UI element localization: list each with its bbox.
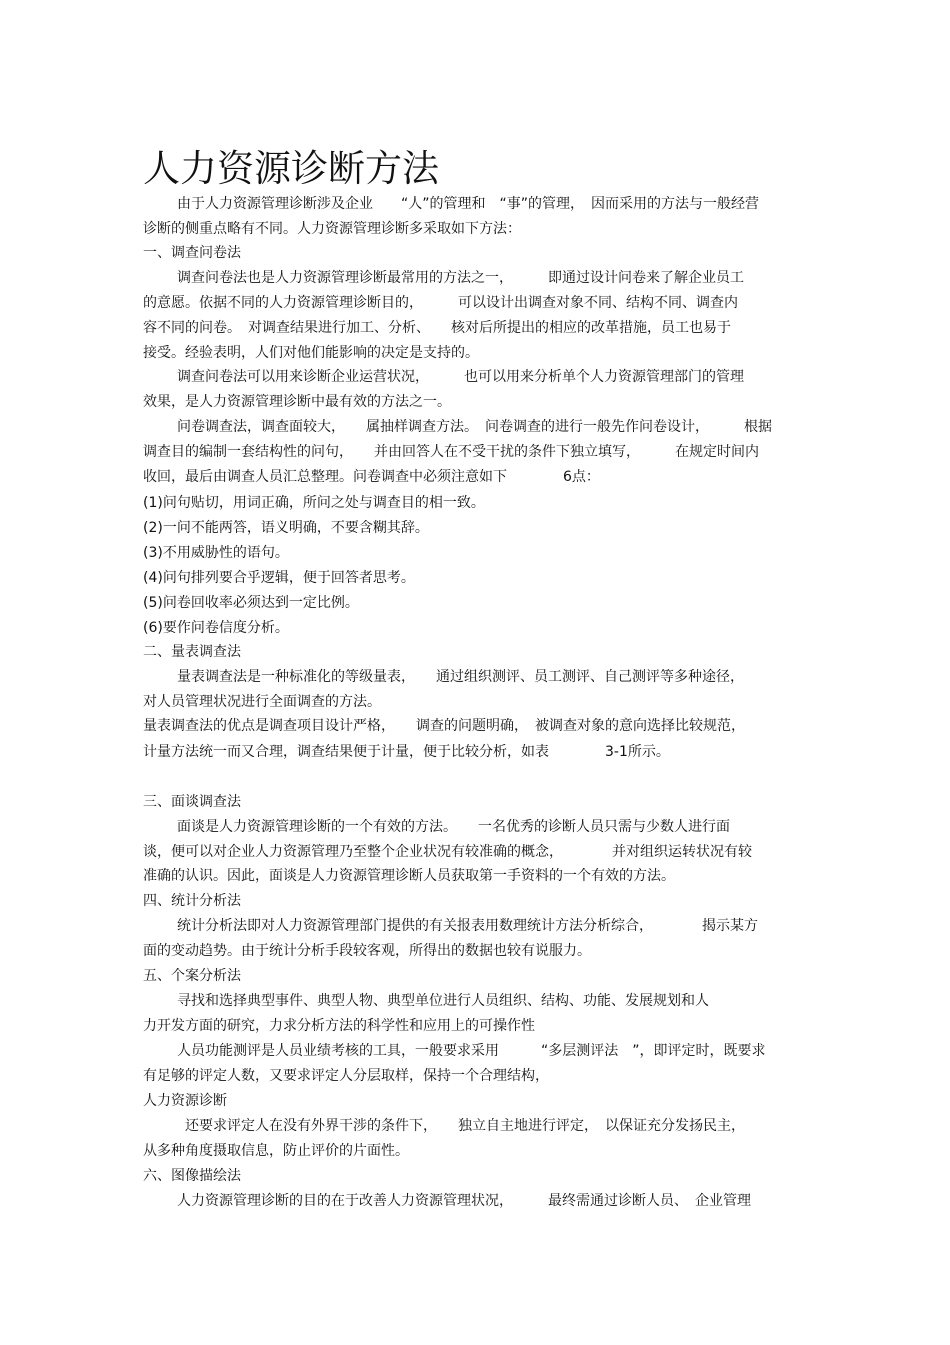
paragraph-line: 准确的认识。因此，面谈是人力资源管理诊断人员获取第一手资料的一个有效的方法。 xyxy=(143,868,675,884)
paragraph-line: 调查问卷法可以用来诊断企业运营状况， 也可以用来分析单个人力资源管理部门的管理 xyxy=(177,369,744,385)
paragraph-line: 面谈是人力资源管理诊断的一个有效的方法。 一名优秀的诊断人员只需与少数人进行面 xyxy=(177,819,730,835)
section-heading: 五、个案分析法 xyxy=(143,968,241,984)
section-heading: 四、统计分析法 xyxy=(143,893,241,909)
document-title: 人力资源诊断方法 xyxy=(143,147,439,190)
list-item: (6)要作问卷信度分析。 xyxy=(143,620,289,636)
paragraph-line: 由于人力资源管理诊断涉及企业 “人”的管理和 “事”的管理， 因而采用的方法与一般经营 xyxy=(177,196,760,212)
paragraph-line: 收回，最后由调查人员汇总整理。问卷调查中必须注意如下 6点： xyxy=(143,469,600,485)
paragraph-line: 力开发方面的研究，力求分析方法的科学性和应用上的可操作性 xyxy=(143,1018,535,1034)
paragraph-line: 从多种角度摄取信息，防止评价的片面性。 xyxy=(143,1143,409,1159)
section-heading: 三、面谈调查法 xyxy=(143,794,241,810)
paragraph-line: 的意愿。依据不同的人力资源管理诊断目的， 可以设计出调查对象不同、结构不同、调查内 xyxy=(143,295,738,311)
list-item: (3)不用威胁性的语句。 xyxy=(143,545,289,561)
paragraph-line: 诊断的侧重点略有不同。人力资源管理诊断多采取如下方法： xyxy=(143,221,521,237)
paragraph-line: 有足够的评定人数，又要求评定人分层取样，保持一个合理结构， xyxy=(143,1068,549,1084)
paragraph-line: 调查问卷法也是人力资源管理诊断最常用的方法之一， 即通过设计问卷来了解企业员工 xyxy=(177,270,744,286)
section-heading: 二、量表调查法 xyxy=(143,644,241,660)
list-item: (2)一问不能两答，语义明确，不要含糊其辞。 xyxy=(143,520,429,536)
paragraph-line: 人员功能测评是人员业绩考核的工具，一般要求采用 “多层测评法 ”，即评定时，既要求 xyxy=(177,1043,766,1059)
page-header-text: 人力资源诊断 xyxy=(143,1093,227,1109)
paragraph-line: 谈，便可以对企业人力资源管理乃至整个企业状况有较准确的概念， 并对组织运转状况有较 xyxy=(143,844,752,860)
paragraph-line: 对人员管理状况进行全面调查的方法。 xyxy=(143,694,381,710)
paragraph-line: 问卷调查法，调查面较大， 属抽样调查方法。 问卷调查的进行一般先作问卷设计， 根据 xyxy=(177,419,772,435)
paragraph-line: 计量方法统一而又合理，调查结果便于计量，便于比较分析，如表 3-1所示。 xyxy=(143,744,670,760)
paragraph-line: 面的变动趋势。由于统计分析手段较客观，所得出的数据也较有说服力。 xyxy=(143,943,591,959)
paragraph-line: 人力资源管理诊断的目的在于改善人力资源管理状况， 最终需通过诊断人员、 企业管理 xyxy=(177,1193,751,1209)
paragraph-line: 容不同的问卷。 对调查结果进行加工、分析、 核对后所提出的相应的改革措施，员工也易于 xyxy=(143,320,731,336)
section-heading: 一、调查问卷法 xyxy=(143,245,241,261)
list-item: (1)问句贴切，用词正确，所问之处与调查目的相一致。 xyxy=(143,495,485,511)
list-item: (5)问卷回收率必须达到一定比例。 xyxy=(143,595,359,611)
paragraph-line: 量表调查法的优点是调查项目设计严格， 调查的问题明确， 被调查对象的意向选择比较规范， xyxy=(143,718,745,734)
paragraph-line: 统计分析法即对人力资源管理部门提供的有关报表用数理统计方法分析综合， 揭示某方 xyxy=(177,918,758,934)
paragraph-line: 调查目的编制一套结构性的问句， 并由回答人在不受干扰的条件下独立填写， 在规定时间内 xyxy=(143,444,759,460)
paragraph-line: 效果，是人力资源管理诊断中最有效的方法之一。 xyxy=(143,394,451,410)
list-item: (4)问句排列要合乎逻辑，便于回答者思考。 xyxy=(143,570,415,586)
paragraph-line: 接受。经验表明，人们对他们能影响的决定是支持的。 xyxy=(143,345,479,361)
paragraph-line: 还要求评定人在没有外界干涉的条件下， 独立自主地进行评定， 以保证充分发扬民主， xyxy=(185,1118,745,1134)
section-heading: 六、图像描绘法 xyxy=(143,1168,241,1184)
paragraph-line: 量表调查法是一种标准化的等级量表， 通过组织测评、员工测评、自己测评等多种途径， xyxy=(177,669,744,685)
paragraph-line: 寻找和选择典型事件、典型人物、典型单位进行人员组织、结构、功能、发展规划和人 xyxy=(177,993,709,1009)
